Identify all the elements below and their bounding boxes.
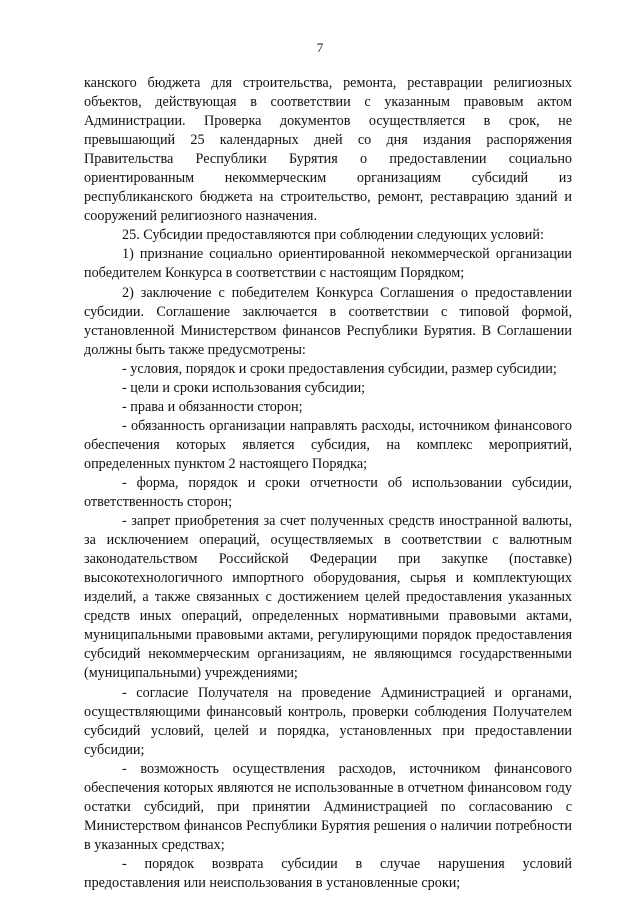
list-item: - условия, порядок и сроки предоставления субсидии, размер субсидии; <box>122 360 557 377</box>
list-item: - согласие Получателя на проведение Администрацией и органами, осуществляющими финансовый контроль, проверки соблюдения Получателем субсидий условий, целей и порядка, установленных при предоставлении субсидии; <box>84 684 572 758</box>
paragraph-condition-1: 1) признание социально ориентированной некоммерческой организации победителем Конкурса в соответствии с настоящим Порядком; <box>84 246 572 282</box>
page-number: 7 <box>316 40 324 55</box>
paragraph-condition-2: 2) заключение с победителем Конкурса Соглашения о предоставлении субсидии. Соглашение заключается в соответствии с типовой формой, установленной Министерством финансов Республики Бурятия. В Соглашении должны быть также предусмотрены: <box>84 284 572 358</box>
list-item: - обязанность организации направлять расходы, источником финансового обеспечения которых является субсидия, на комплекс мероприятий, определенных пунктом 2 настоящего Порядка; <box>84 417 572 472</box>
paragraph-item-25: 25. Субсидии предоставляются при соблюдении следующих условий: <box>122 227 544 244</box>
list-item: - форма, порядок и сроки отчетности об использовании субсидии, ответственность сторон; <box>84 474 572 511</box>
document-body <box>84 74 572 893</box>
list-item: - цели и сроки использования субсидии; <box>122 379 366 396</box>
list-item: - права и обязанности сторон; <box>122 398 303 415</box>
list-item: - порядок возврата субсидии в случае нарушения условий предоставления или неиспользования в установленные сроки; <box>84 855 572 891</box>
paragraph-continuation: канского бюджета для строительства, ремонта, реставрации религиозных объектов, действующая в соответствии с указанным правовым актом Администрации. Проверка документов осуществляется в срок, не превышающий 25 календарных дней со дня издания распоряжения Правительства Республики Бурятия о предоставлении социально ориентированным некоммерческим организациям субсидий из республиканского бюджета на строительство, ремонт, реставрацию зданий и сооружений религиозного назначения. <box>84 75 572 225</box>
list-item: - возможность осуществления расходов, источником финансового обеспечения которых являются не использованные в отчетном финансовом году остатки субсидий, при принятии Администрацией по согласованию с Министерством финансов Республики Бурятия решения о наличии потребности в указанных средствах; <box>84 760 572 853</box>
list-item: - запрет приобретения за счет полученных средств иностранной валюты, за исключением операций, осуществляемых в соответствии с валютным законодательством Российской Федерации при закупке (поставке) высокотехнологичного импортного оборудования, сырья и комплектующих изделий, а также связанных с достижением целей предоставления указанных средств иных операций, определенных нормативными правовыми актами, муниципальными правовыми актами, регулирующими порядок предоставления субсидий некоммерческим организациям, не являющимся государственными (муниципальными) учреждениями; <box>84 513 572 682</box>
